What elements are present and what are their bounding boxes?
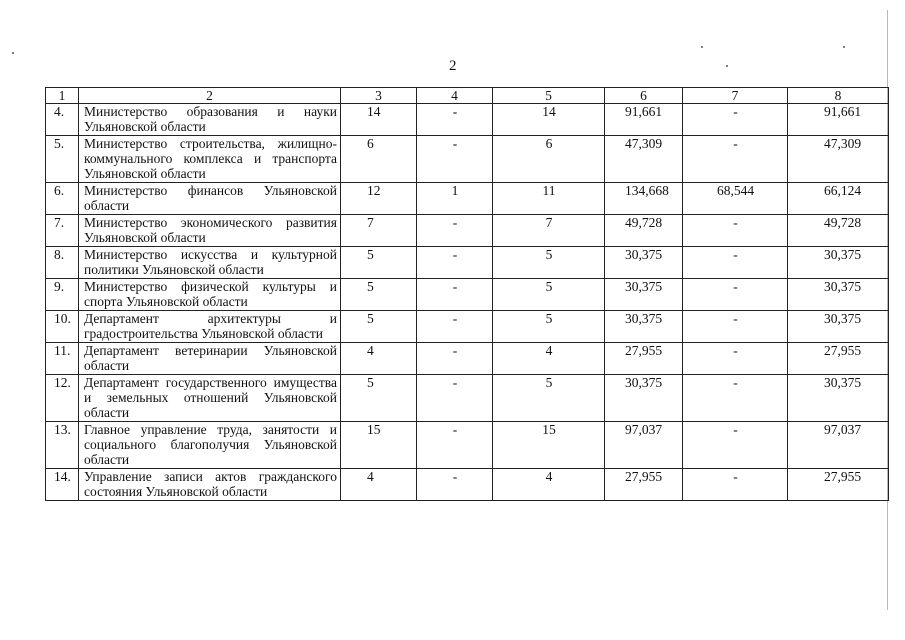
column-7-cell: - — [683, 104, 788, 136]
organization-name-cell: Департамент архитектуры и градостроительства Ульяновской области — [79, 311, 341, 343]
table-row — [46, 343, 889, 375]
scan-speck — [843, 46, 845, 48]
table-row — [46, 279, 889, 311]
column-8-cell: 27,955 — [788, 343, 889, 375]
column-6-cell: 47,309 — [605, 136, 683, 183]
row-number-cell: 4. — [46, 104, 79, 136]
column-6-cell: 30,375 — [605, 279, 683, 311]
column-6-cell: 30,375 — [605, 247, 683, 279]
column-3-cell: 5 — [341, 311, 417, 343]
column-5-cell: 4 — [493, 469, 605, 501]
column-8-cell: 66,124 — [788, 183, 889, 215]
table-row — [46, 469, 889, 501]
column-4-cell: 1 — [417, 183, 493, 215]
column-3-cell: 4 — [341, 343, 417, 375]
column-3-cell: 5 — [341, 247, 417, 279]
column-7-cell: - — [683, 422, 788, 469]
column-6-cell: 97,037 — [605, 422, 683, 469]
column-4-cell: - — [417, 311, 493, 343]
column-6-cell: 91,661 — [605, 104, 683, 136]
column-6-cell: 27,955 — [605, 469, 683, 501]
column-5-cell: 5 — [493, 279, 605, 311]
organization-name-cell: Министерство искусства и культурной политики Ульяновской области — [79, 247, 341, 279]
organization-name-cell: Министерство образования и науки Ульяновской области — [79, 104, 341, 136]
column-3-cell: 12 — [341, 183, 417, 215]
row-number-cell: 9. — [46, 279, 79, 311]
column-5-cell: 4 — [493, 343, 605, 375]
column-7-cell: - — [683, 469, 788, 501]
organization-name-cell: Департамент государственного имущества и земельных отношений Ульяновской области — [79, 375, 341, 422]
table-row — [46, 183, 889, 215]
column-6-cell: 27,955 — [605, 343, 683, 375]
column-8-cell: 30,375 — [788, 375, 889, 422]
scan-speck — [726, 65, 728, 67]
column-8-cell: 97,037 — [788, 422, 889, 469]
column-7-cell: - — [683, 136, 788, 183]
column-8-cell: 49,728 — [788, 215, 889, 247]
scan-speck — [701, 46, 703, 48]
table-row — [46, 136, 889, 183]
column-4-cell: - — [417, 104, 493, 136]
scan-speck — [12, 52, 14, 54]
column-header: 4 — [417, 88, 493, 104]
row-number-cell: 10. — [46, 311, 79, 343]
row-number-cell: 12. — [46, 375, 79, 422]
column-6-cell: 30,375 — [605, 375, 683, 422]
column-header: 6 — [605, 88, 683, 104]
organization-name-cell: Министерство финансов Ульяновской области — [79, 183, 341, 215]
column-5-cell: 11 — [493, 183, 605, 215]
table-row — [46, 375, 889, 422]
column-7-cell: - — [683, 247, 788, 279]
column-4-cell: - — [417, 279, 493, 311]
column-header: 2 — [79, 88, 341, 104]
organization-name-cell: Министерство физической культуры и спорта Ульяновской области — [79, 279, 341, 311]
page-number: 2 — [449, 58, 457, 74]
column-7-cell: 68,544 — [683, 183, 788, 215]
column-3-cell: 5 — [341, 279, 417, 311]
column-5-cell: 5 — [493, 375, 605, 422]
column-7-cell: - — [683, 215, 788, 247]
column-4-cell: - — [417, 375, 493, 422]
row-number-cell: 14. — [46, 469, 79, 501]
row-number-cell: 6. — [46, 183, 79, 215]
column-6-cell: 134,668 — [605, 183, 683, 215]
table-row — [46, 422, 889, 469]
column-6-cell: 30,375 — [605, 311, 683, 343]
organization-name-cell: Министерство строительства, жилищно-коммунального комплекса и транспорта Ульяновской области — [79, 136, 341, 183]
table-row — [46, 104, 889, 136]
data-table — [45, 87, 889, 501]
column-5-cell: 7 — [493, 215, 605, 247]
row-number-cell: 8. — [46, 247, 79, 279]
column-header: 5 — [493, 88, 605, 104]
column-4-cell: - — [417, 422, 493, 469]
column-header: 3 — [341, 88, 417, 104]
column-3-cell: 5 — [341, 375, 417, 422]
column-8-cell: 27,955 — [788, 469, 889, 501]
column-5-cell: 14 — [493, 104, 605, 136]
table-row — [46, 215, 889, 247]
row-number-cell: 7. — [46, 215, 79, 247]
table-row — [46, 247, 889, 279]
column-4-cell: - — [417, 247, 493, 279]
organization-name-cell: Министерство экономического развития Ульяновской области — [79, 215, 341, 247]
column-4-cell: - — [417, 343, 493, 375]
column-3-cell: 15 — [341, 422, 417, 469]
column-header: 7 — [683, 88, 788, 104]
column-3-cell: 14 — [341, 104, 417, 136]
column-5-cell: 15 — [493, 422, 605, 469]
column-7-cell: - — [683, 311, 788, 343]
table-row — [46, 311, 889, 343]
column-8-cell: 47,309 — [788, 136, 889, 183]
table-header-row — [46, 88, 889, 104]
row-number-cell: 13. — [46, 422, 79, 469]
column-3-cell: 7 — [341, 215, 417, 247]
column-4-cell: - — [417, 215, 493, 247]
column-7-cell: - — [683, 279, 788, 311]
column-7-cell: - — [683, 343, 788, 375]
column-5-cell: 6 — [493, 136, 605, 183]
column-8-cell: 30,375 — [788, 279, 889, 311]
organization-name-cell: Департамент ветеринарии Ульяновской области — [79, 343, 341, 375]
column-4-cell: - — [417, 469, 493, 501]
column-8-cell: 30,375 — [788, 311, 889, 343]
column-7-cell: - — [683, 375, 788, 422]
column-5-cell: 5 — [493, 311, 605, 343]
column-8-cell: 30,375 — [788, 247, 889, 279]
column-header: 8 — [788, 88, 889, 104]
column-5-cell: 5 — [493, 247, 605, 279]
row-number-cell: 5. — [46, 136, 79, 183]
column-6-cell: 49,728 — [605, 215, 683, 247]
organization-name-cell: Управление записи актов гражданского состояния Ульяновской области — [79, 469, 341, 501]
column-header: 1 — [46, 88, 79, 104]
column-3-cell: 6 — [341, 136, 417, 183]
column-3-cell: 4 — [341, 469, 417, 501]
organization-name-cell: Главное управление труда, занятости и социального благополучия Ульяновской области — [79, 422, 341, 469]
column-4-cell: - — [417, 136, 493, 183]
row-number-cell: 11. — [46, 343, 79, 375]
column-8-cell: 91,661 — [788, 104, 889, 136]
